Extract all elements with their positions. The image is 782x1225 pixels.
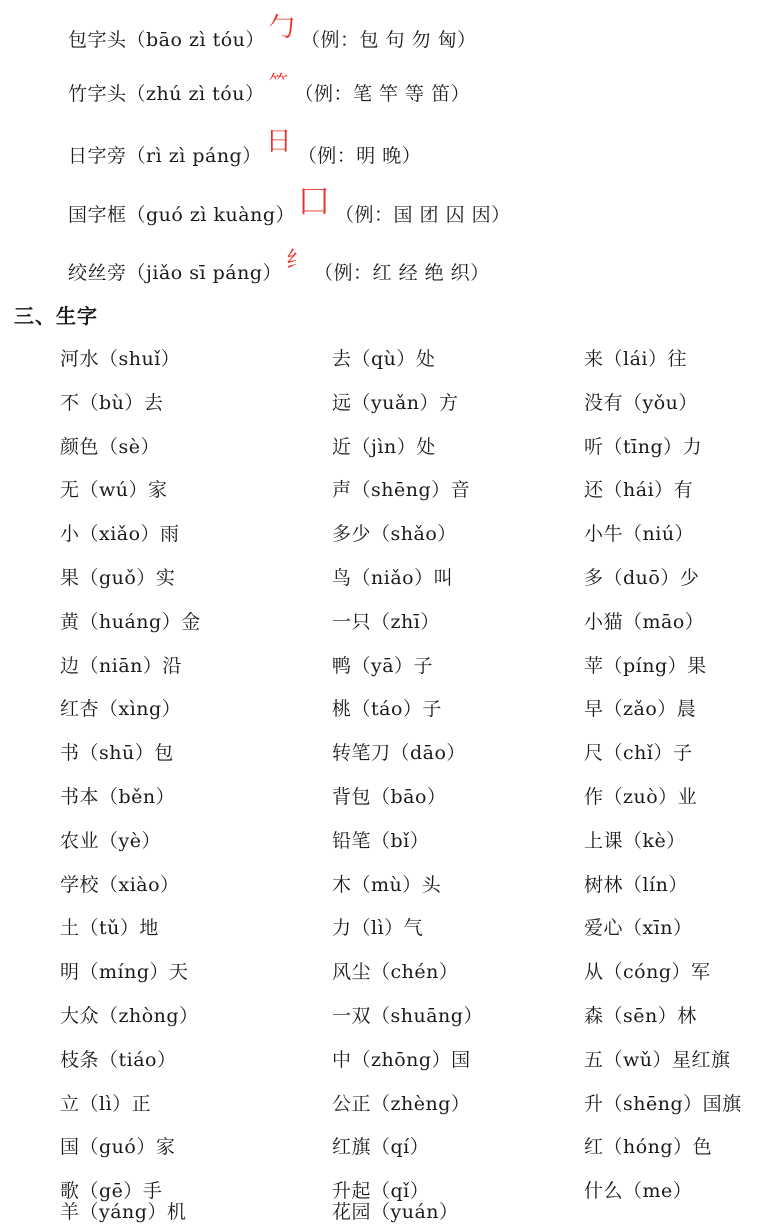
word-item: 花园（yuán） <box>332 1201 459 1223</box>
word-item: 一双（shuāng） <box>332 1004 483 1027</box>
word-item: 桃（táo）子 <box>332 698 442 721</box>
word-item: 远（yuǎn）方 <box>332 391 459 414</box>
word-item: 什么（me） <box>584 1180 693 1203</box>
word-item: 升起（qǐ） <box>332 1180 430 1203</box>
word-item: 还（hái）有 <box>584 479 694 502</box>
word-item: 无（wú）家 <box>60 479 168 502</box>
word-item: 上课（kè） <box>584 829 686 852</box>
word-row <box>60 557 782 601</box>
word-row <box>60 469 782 513</box>
word-item: 近（jìn）处 <box>332 435 436 458</box>
word-item: 力（lì）气 <box>332 917 424 940</box>
radical-label: 绞丝旁（jiǎo sī páng） <box>68 261 283 284</box>
word-row <box>60 382 782 426</box>
word-item: 学校（xiào） <box>60 873 180 896</box>
word-row <box>60 732 782 776</box>
word-row <box>60 513 782 557</box>
word-row <box>60 951 782 995</box>
radical-glyph-icon: 纟 <box>286 248 309 273</box>
word-item: 铅笔（bǐ） <box>332 829 430 852</box>
word-row <box>60 1039 782 1083</box>
word-item: 作（zuò）业 <box>584 785 698 808</box>
word-item: 中（zhōng）国 <box>332 1048 471 1071</box>
radical-row-guo <box>68 185 511 233</box>
word-item: 小牛（niú） <box>584 523 695 546</box>
word-row <box>60 338 782 382</box>
word-row <box>60 1083 782 1127</box>
word-item: 背包（bāo） <box>332 785 447 808</box>
word-item: 农业（yè） <box>60 829 161 852</box>
radical-label: 包字头（bāo zì tóu） <box>68 28 265 51</box>
word-row <box>60 645 782 689</box>
word-item: 一只（zhī） <box>332 610 440 633</box>
word-item: 木（mù）头 <box>332 873 442 896</box>
word-item: 明（míng）天 <box>60 961 189 984</box>
word-item: 鸟（niǎo）叫 <box>332 566 454 589</box>
word-item: 书（shū）包 <box>60 742 174 765</box>
radical-glyph-icon: 日 <box>265 127 292 157</box>
word-item: 早（zǎo）晨 <box>584 698 697 721</box>
word-item: 红杏（xìng） <box>60 698 182 721</box>
word-item: 从（cóng）军 <box>584 961 711 984</box>
word-item: 不（bù）去 <box>60 391 164 414</box>
word-item: 羊（yáng）机 <box>60 1201 187 1223</box>
word-item: 来（lái）往 <box>584 348 687 370</box>
word-item: 河水（shuǐ） <box>60 348 181 370</box>
word-item: 公正（zhèng） <box>332 1092 471 1115</box>
word-item: 升（shēng）国旗 <box>584 1092 742 1115</box>
word-grid <box>60 338 782 1214</box>
radical-row-jiaosi <box>68 248 490 291</box>
radical-examples: （例：国 团 囚 因） <box>334 203 511 226</box>
word-item: 鸭（yā）子 <box>332 654 434 677</box>
word-item: 小（xiǎo）雨 <box>60 523 180 546</box>
word-item: 没有（yǒu） <box>584 391 698 414</box>
word-item: 听（tīng）力 <box>584 435 703 458</box>
radical-glyph-icon: 勹 <box>268 13 295 43</box>
word-row <box>60 426 782 470</box>
word-item: 土（tǔ）地 <box>60 917 159 940</box>
word-item: 树林（lín） <box>584 873 688 896</box>
word-item: 尺（chǐ）子 <box>584 742 693 765</box>
word-item: 森（sēn）林 <box>584 1004 697 1027</box>
section-heading: 三、生字 <box>14 304 98 328</box>
word-item: 声（shēng）音 <box>332 479 471 502</box>
word-item: 书本（běn） <box>60 785 176 808</box>
word-item: 去（qù）处 <box>332 348 436 370</box>
word-item: 黄（huáng）金 <box>60 610 201 633</box>
word-row <box>60 688 782 732</box>
word-row <box>60 995 782 1039</box>
radical-glyph-icon: ⺮ <box>268 70 289 94</box>
word-item: 转笔刀（dāo） <box>332 742 466 765</box>
radical-examples: （例：包 句 勿 匈） <box>300 28 477 51</box>
word-row <box>60 907 782 951</box>
word-row <box>60 1126 782 1170</box>
radical-label: 国字框（guó zì kuàng） <box>68 203 295 226</box>
word-item: 枝条（tiáo） <box>60 1048 177 1071</box>
word-item: 边（niān）沿 <box>60 654 182 677</box>
word-item: 苹（píng）果 <box>584 654 707 677</box>
word-item: 红旗（qí） <box>332 1136 430 1159</box>
radical-row-bao <box>68 13 477 58</box>
radical-examples: （例：笔 竿 等 笛） <box>294 82 471 105</box>
word-item: 多（duō）少 <box>584 566 700 589</box>
radical-label: 竹字头（zhú zì tóu） <box>68 82 265 105</box>
word-item: 五（wǔ）星红旗 <box>584 1048 731 1071</box>
word-item: 风尘（chén） <box>332 961 459 984</box>
word-item: 小猫（māo） <box>584 610 705 633</box>
word-item: 多少（shǎo） <box>332 523 457 546</box>
word-item: 果（guǒ）实 <box>60 566 176 589</box>
word-row <box>60 864 782 908</box>
radical-glyph-icon: 囗 <box>298 185 329 220</box>
word-row-cut <box>60 1201 782 1225</box>
word-item: 国（guó）家 <box>60 1136 176 1159</box>
word-row <box>60 820 782 864</box>
word-item: 颜色（sè） <box>60 435 160 458</box>
word-item: 立（lì）正 <box>60 1092 152 1115</box>
radical-row-zhu <box>68 72 470 112</box>
radical-row-ri <box>68 127 422 174</box>
radical-examples: （例：红 经 绝 织） <box>314 261 490 284</box>
word-row <box>60 601 782 645</box>
word-row <box>60 776 782 820</box>
word-item: 歌（gē）手 <box>60 1180 163 1203</box>
word-item: 爱心（xīn） <box>584 917 693 940</box>
radical-examples: （例：明 晚） <box>297 144 422 167</box>
radical-label: 日字旁（rì zì páng） <box>68 144 262 167</box>
word-item: 大众（zhòng） <box>60 1004 199 1027</box>
word-item: 红（hóng）色 <box>584 1136 713 1159</box>
